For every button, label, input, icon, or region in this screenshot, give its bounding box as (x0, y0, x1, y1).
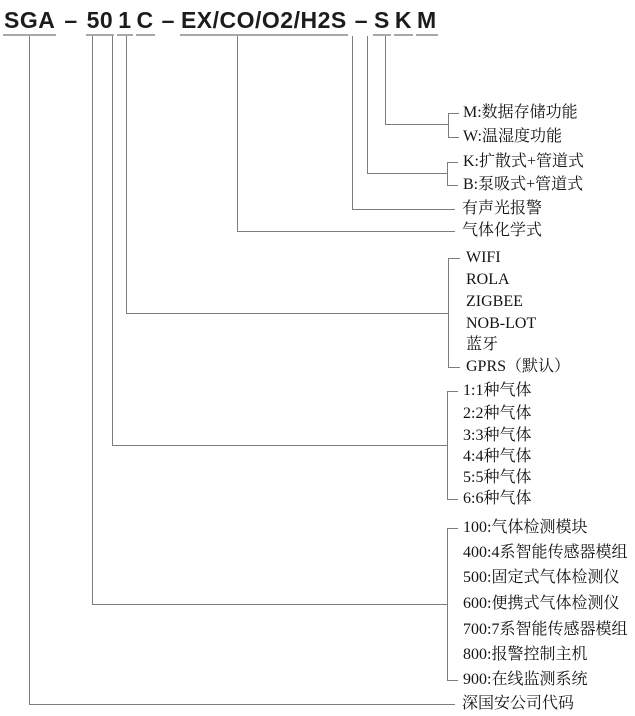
label-series-option: 100:气体检测模块 (463, 519, 588, 536)
connector-communication-horizontal (126, 313, 448, 314)
connector-alarm-horizontal (352, 209, 455, 210)
connector-storage-horizontal (385, 124, 448, 125)
connector-sampling-vertical (367, 36, 368, 173)
bracket-communication-bottom-stub (448, 367, 460, 368)
model-segment-sampling: K (394, 7, 413, 36)
model-segment-series: 50 (86, 7, 115, 36)
bracket-sampling-bottom-stub (447, 185, 458, 186)
label-gas-count-option: 5:5种气体 (463, 469, 532, 486)
dash-separator: – (161, 7, 175, 33)
label-gas-count-option: 6:6种气体 (463, 490, 532, 507)
model-segment-gas-formula: EX/CO/O2/H2S (180, 7, 348, 36)
connector-series-horizontal (92, 604, 447, 605)
model-code-title (3, 7, 438, 36)
connector-communication-vertical (126, 36, 127, 313)
label-communication-option: 蓝牙 (466, 336, 499, 353)
model-segment-storage: M (416, 7, 438, 36)
bracket-communication-top-stub (448, 258, 460, 259)
dash-separator: – (64, 7, 78, 33)
label-gas-count-option: 2:2种气体 (463, 405, 532, 422)
label-company-code: 深国安公司代码 (462, 695, 575, 712)
bracket-series-bottom-stub (447, 680, 458, 681)
connector-company-vertical (29, 36, 30, 704)
model-segment-communication: C (136, 7, 155, 36)
bracket-series-top-stub (447, 528, 458, 529)
connector-alarm-vertical (352, 36, 353, 209)
label-gas-count-option: 3:3种气体 (463, 427, 532, 444)
connector-series-vertical (92, 36, 93, 604)
connector-sampling-horizontal (367, 173, 447, 174)
label-series-option: 400:4系智能传感器模组 (463, 544, 628, 561)
label-gas-formula: 气体化学式 (462, 222, 543, 239)
bracket-gas-count-bottom-stub (447, 499, 458, 500)
label-communication-option: WIFI (466, 249, 501, 266)
label-communication-option: GPRS（默认） (466, 358, 571, 375)
dash-separator: – (354, 7, 369, 33)
label-communication-option: ROLA (466, 271, 510, 288)
connector-gas-count-horizontal (112, 445, 447, 446)
label-storage-option: W:温湿度功能 (463, 128, 562, 145)
label-series-option: 900:在线监测系统 (463, 671, 588, 688)
bracket-communication-vertical (448, 258, 449, 368)
model-segment-alarm: S (373, 7, 391, 36)
label-communication-option: ZIGBEE (466, 293, 523, 310)
connector-gas-count-vertical (112, 36, 113, 445)
label-series-option: 600:便携式气体检测仪 (463, 595, 620, 612)
connector-gas-formula-vertical (237, 36, 238, 231)
label-alarm: 有声光报警 (462, 200, 543, 217)
label-series-option: 500:固定式气体检测仪 (463, 569, 620, 586)
label-sampling-option: K:扩散式+管道式 (463, 153, 585, 170)
label-series-option: 800:报警控制主机 (463, 646, 588, 663)
label-storage-option: M:数据存储功能 (463, 104, 578, 121)
bracket-storage-bottom-stub (448, 137, 459, 138)
label-series-option: 700:7系智能传感器模组 (463, 621, 628, 638)
connector-gas-formula-horizontal (237, 231, 455, 232)
bracket-gas-count-vertical (447, 391, 448, 500)
label-gas-count-option: 4:4种气体 (463, 448, 532, 465)
bracket-gas-count-top-stub (447, 391, 458, 392)
model-segment-gas-count: 1 (117, 7, 132, 36)
bracket-sampling-vertical (447, 162, 448, 186)
label-gas-count-option: 1:1种气体 (463, 382, 532, 399)
model-segment-company-code: SGA (3, 7, 56, 36)
label-sampling-option: B:泵吸式+管道式 (463, 176, 584, 193)
bracket-storage-vertical (448, 113, 449, 138)
label-communication-option: NOB-LOT (466, 315, 537, 332)
connector-storage-vertical (385, 36, 386, 124)
connector-company-horizontal (29, 704, 455, 705)
bracket-series-vertical (447, 528, 448, 681)
bracket-storage-top-stub (448, 113, 459, 114)
bracket-sampling-top-stub (447, 162, 458, 163)
